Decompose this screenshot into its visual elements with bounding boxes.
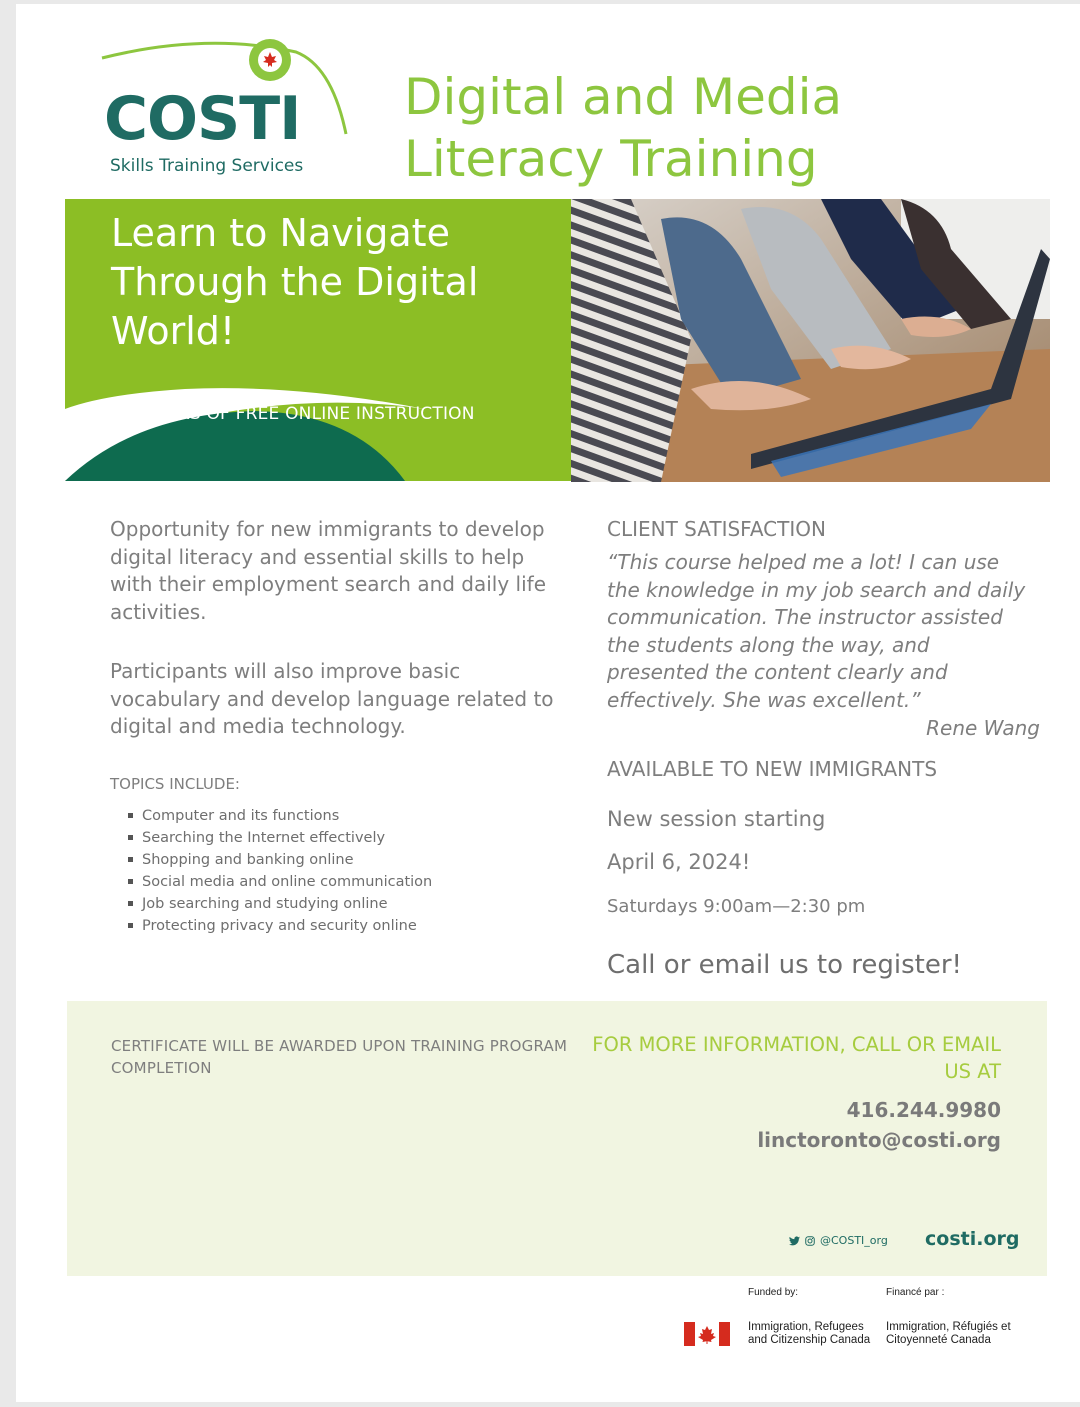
students-laptops-photo: [571, 199, 1050, 482]
more-info-heading: FOR MORE INFORMATION, CALL OR EMAIL US AT: [592, 1033, 1001, 1083]
hero-banner: [65, 199, 572, 481]
logo-subtitle: Skills Training Services: [110, 156, 304, 176]
email-address[interactable]: linctoronto@costi.org: [757, 1128, 1001, 1152]
list-item: Computer and its functions: [126, 805, 432, 827]
ircc-english-name: Immigration, Refugees and Citizenship Canada: [748, 1321, 871, 1346]
list-item: Shopping and banking online: [126, 849, 432, 871]
page-title: Digital and Media Literacy Training: [404, 68, 843, 188]
list-item: Job searching and studying online: [126, 893, 432, 915]
instagram-icon[interactable]: [805, 1236, 815, 1246]
testimonial-quote: “This course helped me a lot! I can use the knowledge in my job search and daily communication. The instructor assisted the students along the way, and presented the content clearly and effectively. She was excellent.”: [607, 550, 1026, 712]
session-date: April 6, 2024!: [607, 850, 751, 874]
testimonial-author: Rene Wang: [926, 716, 1040, 740]
social-handle[interactable]: @COSTI_org: [820, 1234, 888, 1247]
topics-list: [126, 805, 432, 937]
twitter-icon[interactable]: [789, 1236, 800, 1246]
register-call-to-action: Call or email us to register!: [607, 950, 962, 980]
topics-heading: TOPICS INCLUDE:: [110, 775, 240, 793]
intro-paragraph: Participants will also improve basic vocabulary and develop language related to digital and media technology.: [110, 659, 554, 738]
classroom-photo-illustration: [571, 199, 1050, 482]
certificate-note: CERTIFICATE WILL BE AWARDED UPON TRAINING PROGRAM COMPLETION: [111, 1037, 568, 1077]
flyer-page: [16, 4, 1080, 1402]
list-item: Social media and online communication: [126, 871, 432, 893]
canada-flag-icon: [684, 1322, 730, 1346]
testimonial-heading: CLIENT SATISFACTION: [607, 517, 826, 541]
session-label: New session starting: [607, 807, 826, 831]
banner-subheading: 25 HOURS OF FREE ONLINE INSTRUCTION: [111, 404, 475, 424]
finance-par-label: Financé par :: [886, 1287, 945, 1298]
logo-wordmark: COSTI: [104, 84, 301, 154]
phone-number[interactable]: 416.244.9980: [846, 1098, 1001, 1122]
social-handles[interactable]: [789, 1234, 888, 1247]
funded-by-label: Funded by:: [748, 1287, 799, 1298]
availability-heading: AVAILABLE TO NEW IMMIGRANTS: [607, 757, 938, 781]
intro-text: [110, 516, 560, 773]
website-link[interactable]: costi.org: [925, 1228, 1020, 1250]
list-item: Searching the Internet effectively: [126, 827, 432, 849]
ircc-french-name: Immigration, Réfugiés et Citoyenneté Canada: [886, 1321, 1011, 1346]
session-schedule: Saturdays 9:00am—2:30 pm: [607, 896, 866, 917]
contact-info-box: [67, 1001, 1047, 1276]
intro-paragraph: Opportunity for new immigrants to develop digital literacy and essential skills to help with their employment search and daily life activities.: [110, 517, 547, 624]
banner-heading: Learn to Navigate Through the Digital World!: [111, 211, 479, 353]
list-item: Protecting privacy and security online: [126, 915, 432, 937]
